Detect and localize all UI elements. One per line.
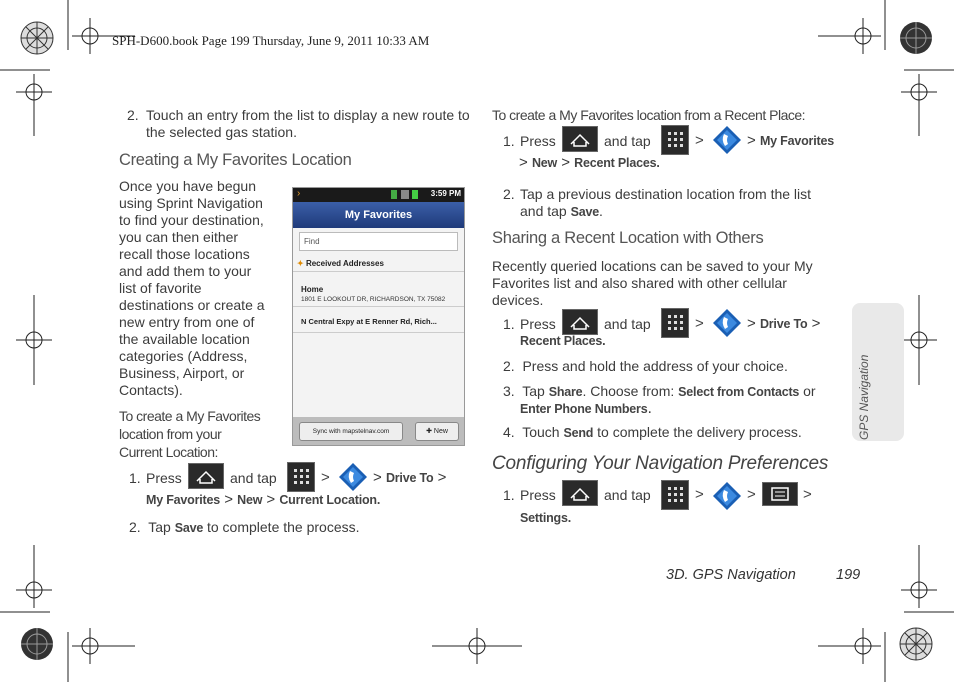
- step-number: 1.: [503, 316, 515, 332]
- and-tap-label: and tap: [604, 133, 651, 149]
- to-create-line: Current Location:: [119, 444, 218, 460]
- home-icon: [562, 480, 598, 506]
- share-intro: [492, 258, 837, 309]
- intro-line: the available location: [119, 331, 250, 347]
- drive-to-path: > Drive To >: [747, 315, 821, 332]
- step-path-line2: Recent Places.: [520, 334, 606, 348]
- to-create-line: location from your: [119, 426, 222, 442]
- step-3-text: 3. Tap Share. Choose from: Select from Contacts or: [503, 383, 816, 399]
- step-number: 1.: [503, 487, 515, 503]
- press-label: Press: [520, 316, 556, 332]
- separator: >: [695, 315, 704, 332]
- step-text: and tap Save.: [520, 203, 603, 219]
- and-tap-label: and tap: [604, 316, 651, 332]
- press-label: Press: [520, 487, 556, 503]
- intro-line: using Sprint Navigation: [119, 195, 263, 211]
- sync-button[interactable]: Sync with mapstelnav.com: [299, 422, 403, 441]
- footer-section: 3D. GPS Navigation: [666, 567, 796, 583]
- phone-screenshot: [292, 187, 465, 446]
- received-addresses[interactable]: ✦ Received Addresses: [293, 255, 464, 272]
- intro-line: Once you have begun: [119, 178, 256, 194]
- step-number: 2.: [503, 186, 515, 202]
- heading-sharing: Sharing a Recent Location with Others: [492, 229, 764, 247]
- step-number: 2.: [127, 107, 139, 123]
- applications-icon: [287, 462, 315, 492]
- separator: >: [321, 469, 330, 486]
- separator: >: [695, 132, 704, 149]
- and-tap-label: and tap: [230, 470, 277, 486]
- step-3-line2: Enter Phone Numbers.: [520, 400, 652, 417]
- home-entry[interactable]: Home 1801 E LOOKOUT DR, RICHARDSON, TX 75082: [293, 282, 464, 307]
- status-time: 3:59 PM: [430, 189, 461, 198]
- settings-label: Settings.: [520, 511, 571, 525]
- side-tab-label: GPS Navigation: [857, 354, 871, 440]
- gps-navigation-icon: [711, 124, 743, 156]
- phone-title: My Favorites: [293, 202, 464, 228]
- gps-navigation-icon: [711, 307, 743, 339]
- step-2-save: 2. Tap Save to complete the process.: [129, 519, 360, 535]
- intro-line: and add them to your: [119, 263, 252, 279]
- separator: >: [747, 486, 756, 503]
- new-button[interactable]: ✚ New: [415, 422, 459, 441]
- menu-icon: [762, 482, 798, 506]
- intro-line: Contacts).: [119, 382, 183, 398]
- intro-line: categories (Address,: [119, 348, 248, 364]
- intro-line: new entry from one of: [119, 314, 255, 330]
- status-bar: › 3:59 PM: [293, 188, 464, 202]
- share-intro-line: devices.: [492, 292, 544, 308]
- step-path-line2: > New > Recent Places.: [519, 154, 660, 171]
- separator: >: [695, 486, 704, 503]
- to-create-label: [119, 407, 260, 461]
- intro-line: to find your destination,: [119, 212, 264, 228]
- step-text: Touch an entry from the list to display a new route to the selected gas station.: [146, 107, 470, 140]
- recent-place-intro: To create a My Favorites location from a Recent Place:: [492, 107, 806, 123]
- find-input[interactable]: Find: [299, 232, 458, 251]
- page-header: SPH-D600.book Page 199 Thursday, June 9, 2011 10:33 AM: [112, 33, 430, 48]
- applications-icon: [661, 480, 689, 510]
- share-intro-line: Favorites list and also shared with other cellular: [492, 275, 787, 291]
- to-create-line: To create a My Favorites: [119, 408, 261, 424]
- press-label: Press: [520, 133, 556, 149]
- intro-line: recall those locations: [119, 246, 250, 262]
- my-favorites-path: > My Favorites: [747, 132, 834, 149]
- separator: >: [803, 486, 812, 503]
- press-label: Press: [146, 470, 182, 486]
- intro-line: you can then either: [119, 229, 239, 245]
- home-icon: [188, 463, 224, 489]
- step-number: 1.: [503, 133, 515, 149]
- intro-line: destinations or create a: [119, 297, 265, 313]
- gps-navigation-icon: [337, 461, 369, 493]
- intro-line: Business, Airport, or: [119, 365, 245, 381]
- drive-to-path: > Drive To >: [373, 469, 447, 486]
- step-4-text: 4. Touch Send to complete the delivery process.: [503, 424, 802, 440]
- favorite-entry[interactable]: N Central Expy at E Renner Rd, Rich...: [293, 311, 464, 333]
- step-number: 1.: [129, 470, 141, 486]
- step-text: Tap a previous destination location from the list: [520, 186, 812, 202]
- step-path-line2: My Favorites > New > Current Location.: [146, 491, 381, 508]
- step-2-text: 2. Press and hold the address of your choice.: [503, 358, 788, 374]
- applications-icon: [661, 125, 689, 155]
- intro-paragraph: [119, 178, 279, 399]
- home-icon: [562, 126, 598, 152]
- applications-icon: [661, 308, 689, 338]
- color-target: [21, 22, 53, 54]
- heading-configuring: Configuring Your Navigation Preferences: [492, 453, 829, 474]
- phone-bottom-bar: [293, 417, 464, 445]
- page-number: 199: [836, 567, 861, 583]
- gps-navigation-icon: [711, 480, 743, 512]
- share-intro-line: Recently queried locations can be saved to your My: [492, 258, 813, 274]
- and-tap-label: and tap: [604, 487, 651, 503]
- heading-my-favorites: Creating a My Favorites Location: [119, 151, 352, 169]
- intro-line: list of favorite: [119, 280, 202, 296]
